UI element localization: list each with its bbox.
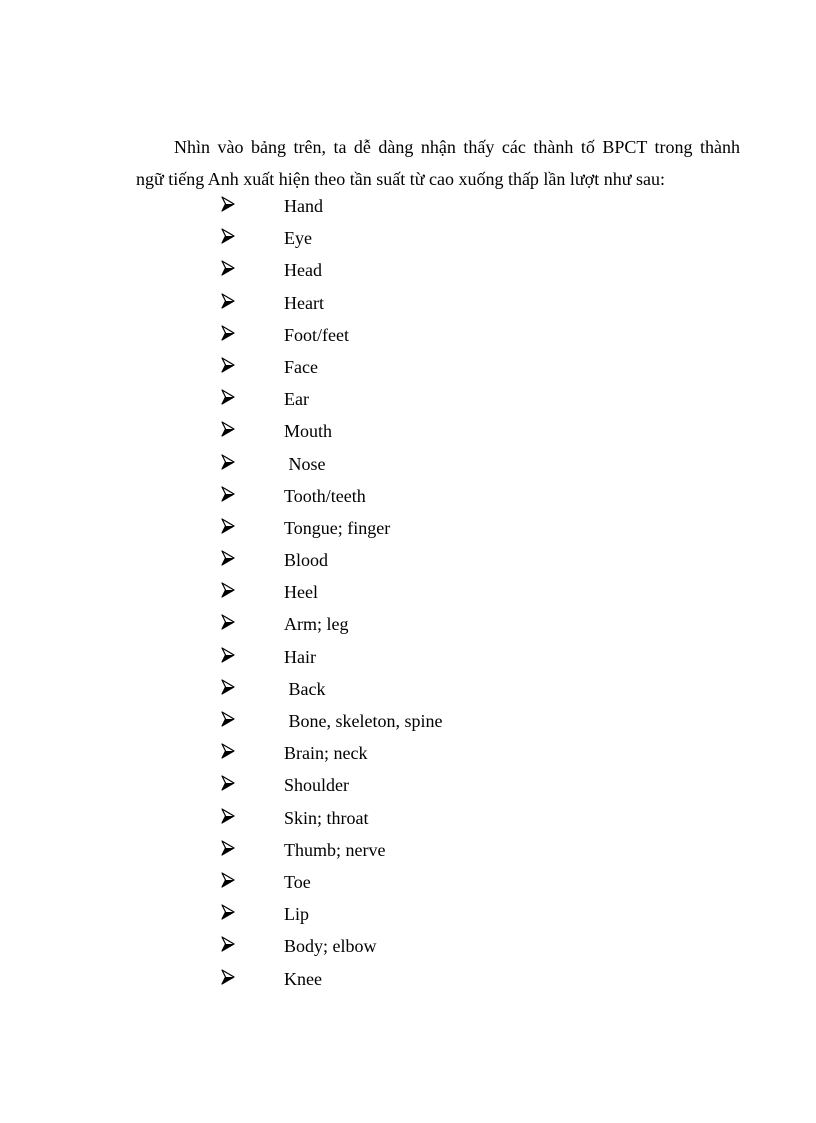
arrowhead-bullet-icon xyxy=(221,969,235,985)
arrowhead-bullet-icon xyxy=(221,582,235,598)
list-item xyxy=(0,868,600,900)
intro-line-1: Nhìn vào bảng trên, ta dễ dàng nhận thấy các thành tố BPCT trong thành xyxy=(174,137,740,157)
list-item-label: Ear xyxy=(284,389,309,410)
arrowhead-bullet-icon xyxy=(221,840,235,856)
list-item xyxy=(0,707,600,739)
list-item-label: Face xyxy=(284,356,318,377)
list-item xyxy=(0,256,600,288)
arrowhead-bullet-icon xyxy=(221,454,235,470)
list-item xyxy=(0,675,600,707)
list-item xyxy=(0,610,600,642)
arrowhead-bullet-icon xyxy=(221,679,235,695)
list-item xyxy=(0,546,600,578)
list-item-label: Hand xyxy=(284,196,323,216)
list-item-label: Brain; neck xyxy=(284,743,368,764)
list-item xyxy=(0,450,600,482)
list-item xyxy=(0,289,600,321)
list-item-label: Skin; throat xyxy=(284,807,369,828)
arrowhead-bullet-icon xyxy=(221,486,235,502)
arrowhead-bullet-icon xyxy=(221,904,235,920)
list-item xyxy=(0,900,600,932)
list-item xyxy=(0,353,600,385)
list-item xyxy=(0,771,600,803)
arrowhead-bullet-icon xyxy=(221,421,235,437)
list-item-label: Toe xyxy=(284,871,311,892)
list-item xyxy=(0,739,600,771)
arrowhead-bullet-icon xyxy=(221,357,235,373)
list-item-label: Foot/feet xyxy=(284,324,349,345)
list-item-label: Knee xyxy=(284,968,322,989)
arrowhead-bullet-icon xyxy=(221,196,235,212)
arrowhead-bullet-icon xyxy=(221,293,235,309)
arrowhead-bullet-icon xyxy=(221,872,235,888)
list-item-label: Shoulder xyxy=(284,775,349,796)
list-item-label: Back xyxy=(284,678,326,699)
list-item-label: Head xyxy=(284,260,322,281)
arrowhead-bullet-icon xyxy=(221,614,235,630)
arrowhead-bullet-icon xyxy=(221,775,235,791)
list-item xyxy=(0,321,600,353)
list-item-label: Blood xyxy=(284,550,329,571)
arrowhead-bullet-icon xyxy=(221,389,235,405)
list-item xyxy=(0,192,600,224)
list-item-label: Thumb; nerve xyxy=(284,839,386,860)
list-item-label: Lip xyxy=(284,904,309,925)
arrowhead-bullet-icon xyxy=(221,743,235,759)
list-item-label: Arm; leg xyxy=(284,614,349,635)
arrowhead-bullet-icon xyxy=(221,936,235,952)
list-item xyxy=(0,643,600,675)
intro-line-2: ngữ tiếng Anh xuất hiện theo tần suất từ cao xuống thấp lần lượt như sau: xyxy=(136,169,665,189)
list-item xyxy=(0,578,600,610)
list-item-label: Hair xyxy=(284,646,316,667)
list-item-label: Tongue; finger xyxy=(284,517,391,538)
arrowhead-bullet-icon xyxy=(221,228,235,244)
list-item xyxy=(0,385,600,417)
list-item-label: Heel xyxy=(284,582,318,603)
arrowhead-bullet-icon xyxy=(221,260,235,276)
list-item xyxy=(0,224,600,256)
arrowhead-bullet-icon xyxy=(221,647,235,663)
arrowhead-bullet-icon xyxy=(221,711,235,727)
arrowhead-bullet-icon xyxy=(221,518,235,534)
list-item xyxy=(0,932,600,964)
list-item-label: Nose xyxy=(284,453,326,474)
list-item-label: Mouth xyxy=(284,421,333,442)
list-item-label: Bone, skeleton, spine xyxy=(284,711,443,731)
list-item xyxy=(0,514,600,546)
list-item xyxy=(0,836,600,868)
list-item-label: Eye xyxy=(284,228,312,249)
body-part-list xyxy=(0,192,600,997)
arrowhead-bullet-icon xyxy=(221,808,235,824)
arrowhead-bullet-icon xyxy=(221,325,235,341)
list-item-label: Tooth/teeth xyxy=(284,485,366,506)
list-item-label: Body; elbow xyxy=(284,936,377,957)
list-item xyxy=(0,804,600,836)
list-item xyxy=(0,417,600,449)
list-item xyxy=(0,965,600,997)
intro-paragraph xyxy=(136,131,740,195)
arrowhead-bullet-icon xyxy=(221,550,235,566)
list-item xyxy=(0,482,600,514)
list-item-label: Heart xyxy=(284,292,324,313)
